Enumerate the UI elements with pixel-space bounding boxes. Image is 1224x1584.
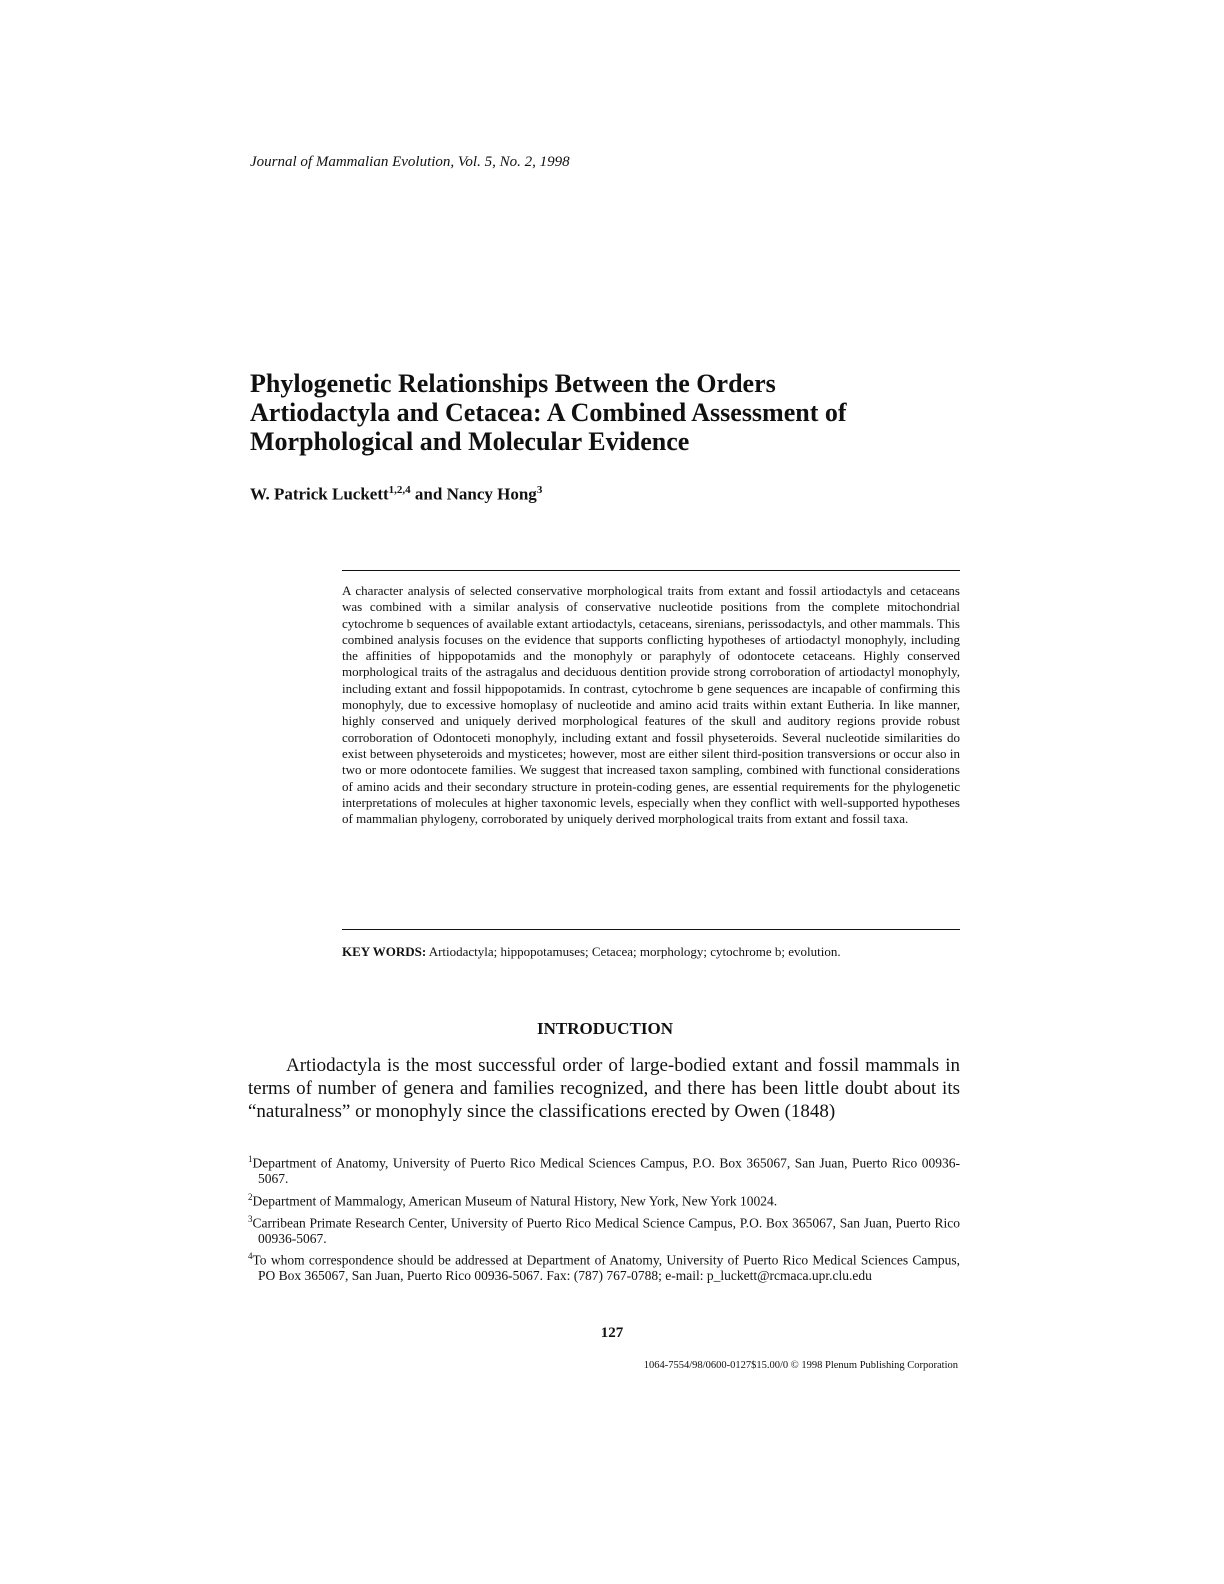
article-title <box>250 369 970 456</box>
title-line: Morphological and Molecular Evidence <box>250 427 690 456</box>
abstract-bottom-rule <box>342 929 960 930</box>
footnote-mark: 2 <box>248 1191 253 1202</box>
author-connector: and <box>410 484 447 504</box>
author-affiliation-marks: 3 <box>536 484 543 496</box>
author-affiliation-marks: 1,2,4 <box>388 484 411 496</box>
footnote-mark: 3 <box>248 1213 253 1224</box>
keywords-list: Artiodactyla; hippopotamuses; Cetacea; morphology; cytochrome b; evolution. <box>426 944 841 959</box>
introduction-heading: INTRODUCTION <box>536 1019 674 1038</box>
journal-citation: Journal of Mammalian Evolution, Vol. 5, No. 2, 1998 <box>250 154 570 170</box>
footnote-text: Department of Anatomy, University of Puerto Rico Medical Sciences Campus, P.O. Box 365067, San Juan, Puerto Rico 00936-5067. <box>252 1155 960 1186</box>
footnote <box>248 1190 960 1209</box>
page-number: 127 <box>600 1325 624 1341</box>
title-line: Artiodactyla and Cetacea: A Combined Assessment of <box>250 398 847 427</box>
author-name: W. Patrick Luckett <box>250 484 389 504</box>
abstract-text: A character analysis of selected conservative morphological traits from extant and fossil artiodactyls and cetaceans was combined with a similar analysis of conservative nucleotide positions from the complete mitochondrial cytochrome b sequences of available extant artiodactyls, cetaceans, sirenians, perissodactyls, and other mammals. This combined analysis focuses on the evidence that supports conflicting hypotheses of artiodactyl monophyly, including the affinities of hippopotamids and the monophyly or paraphyly of odontocete cetaceans. Highly conserved morphological traits of the astragalus and deciduous dentition provide strong corroboration of artiodactyl monophyly, including extant and fossil hippopotamids. In contrast, cytochrome b gene sequences are incapable of confirming this monophyly, due to excessive homoplasy of nucleotide and amino acid traits within extant Eutheria. In like manner, highly conserved and uniquely derived morphological features of the skull and auditory regions provide robust corroboration of Odontoceti monophyly, including extant and fossil physeteroids. Several nucleotide similarities do exist between physeteroids and mysticetes; however, most are either silent third-position transversions or occur also in two or more odontocete families. We suggest that increased taxon sampling, combined with functional considerations of amino acids and their secondary structure in protein-coding genes, are essential requirements for the phylogenetic interpretations of molecules at higher taxonomic levels, especially when they conflict with well-supported hypotheses of mammalian phylogeny, corroborated by uniquely derived morphological traits from extant and fossil taxa. <box>342 583 960 827</box>
footnote-text: Carribean Primate Research Center, University of Puerto Rico Medical Science Campus, P.O. Box 365067, San Juan, Puerto Rico 00936-5067. <box>252 1215 960 1246</box>
author-name: Nancy Hong <box>446 484 537 504</box>
footnotes <box>248 1152 960 1287</box>
title-line: Phylogenetic Relationships Between the Orders <box>250 369 776 398</box>
keywords <box>342 943 960 960</box>
introduction-paragraph: Artiodactyla is the most successful order of large-bodied extant and fossil mammals in terms of number of genera and families recognized, and there has been little doubt about its “naturalness” or monophyly since the classifications erected by Owen (1848) <box>248 1055 960 1122</box>
footnote <box>248 1249 960 1284</box>
abstract-top-rule <box>342 570 960 571</box>
keywords-label: KEY WORDS: <box>342 944 427 959</box>
footnote <box>248 1212 960 1247</box>
copyright-line: 1064-7554/98/0600-0127$15.00/0 © 1998 Plenum Publishing Corporation <box>643 1360 958 1371</box>
footnote-text: To whom correspondence should be addressed at Department of Anatomy, University of Puerto Rico Medical Sciences Campus, PO Box 365067, San Juan, Puerto Rico 00936-5067. Fax: (787) 767-0788; e-mail: p_luckett@rcmaca.upr.clu.edu <box>252 1252 960 1283</box>
footnote <box>248 1152 960 1187</box>
footnote-mark: 4 <box>248 1251 253 1261</box>
footnote-text: Department of Mammalogy, American Museum of Natural History, New York, New York 10024. <box>252 1193 778 1208</box>
author-list <box>250 484 542 505</box>
footnote-mark: 1 <box>248 1154 253 1164</box>
